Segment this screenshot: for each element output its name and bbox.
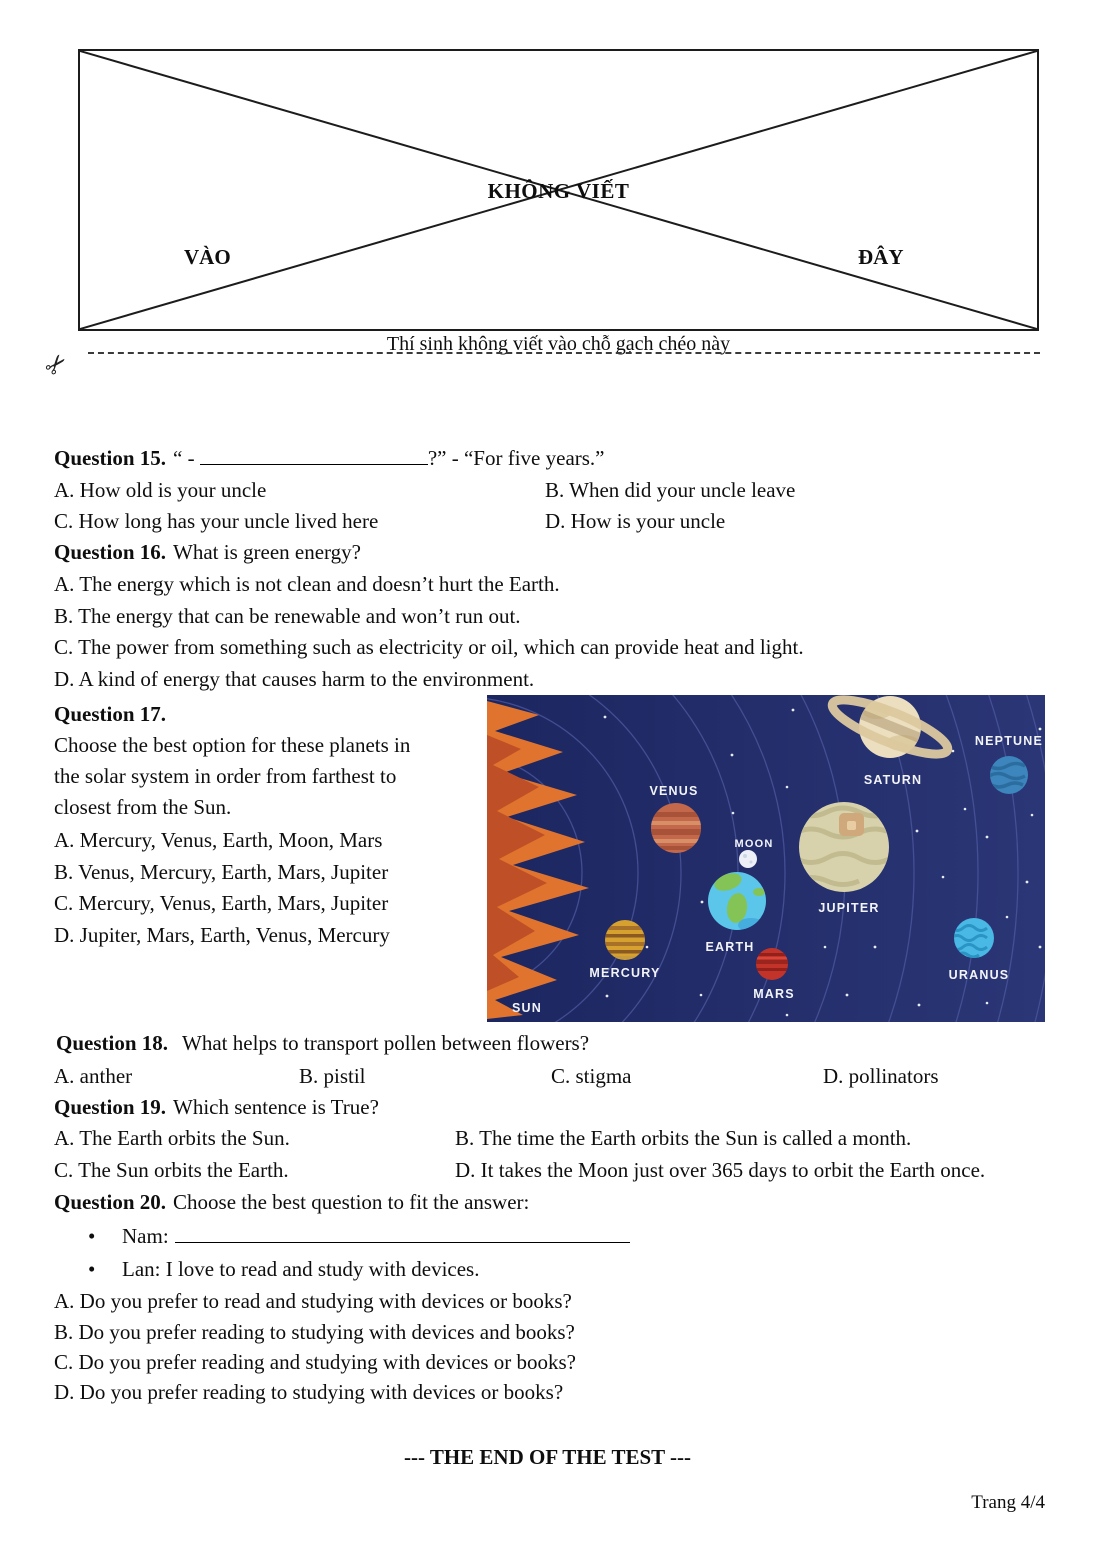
q15-options-row2 [0,508,1095,535]
q20-option-b: B. Do you prefer reading to studying with devices and books? [54,1320,575,1344]
neptune-label: NEPTUNE [974,734,1044,748]
moon-illustration [739,850,757,868]
q18-options-row [0,1063,1095,1090]
q19-stem-text: Which sentence is True? [173,1095,379,1119]
q19-options-row1 [0,1125,1095,1152]
q18-option-b: B. pistil [299,1064,366,1088]
q17-option-c: C. Mercury, Venus, Earth, Mars, Jupiter [54,891,389,915]
earth-label: EARTH [705,940,755,954]
q19-option-c: C. The Sun orbits the Earth. [54,1158,289,1182]
q20-option-d: D. Do you prefer reading to studying with devices or books? [54,1380,564,1404]
q16-stem [0,539,1095,566]
saturn-label: SATURN [863,773,923,787]
q15-option-d: D. How is your uncle [545,509,726,533]
no-write-box [78,49,1039,355]
q16-option-b: B. The energy that can be renewable and won’t run out. [54,604,521,628]
mars-label: MARS [753,987,795,1001]
end-of-test-text: --- THE END OF THE TEST --- [403,1445,692,1469]
q15-label: Question 15. [54,446,167,470]
q15-answer-blank [200,447,428,465]
q15-stem-open: “ - [173,446,200,470]
q19-stem [0,1094,1095,1121]
no-write-title: KHÔNG VIẾT [487,179,630,203]
q20-lan-text: Lan: I love to read and study with devices. [122,1257,480,1281]
q16-option-c: C. The power from something such as electricity or oil, which can provide heat and light. [54,635,804,659]
page-number: Trang 4/4 [971,1492,1045,1513]
q18-option-c: C. stigma [551,1064,632,1088]
uranus-label: URANUS [948,968,1010,982]
q16-option-d: D. A kind of energy that causes harm to the environment. [54,667,535,691]
q17-body-line2: the solar system in order from farthest to [54,764,397,788]
q15-option-b: B. When did your uncle leave [545,478,796,502]
q20-label: Question 20. [54,1190,167,1214]
q19-option-d: D. It takes the Moon just over 365 days to orbit the Earth once. [455,1158,986,1182]
q15-stem-close: ?” - “For five years.” [427,446,605,470]
q19-options-row2 [0,1157,1095,1184]
q20-bullet-lan [0,1256,1095,1283]
q19-option-b: B. The time the Earth orbits the Sun is called a month. [455,1126,912,1150]
solar-system-image [487,695,1045,1022]
q17-option-d: D. Jupiter, Mars, Earth, Venus, Mercury [54,923,390,947]
q18-option-d: D. pollinators [823,1064,939,1088]
q16-label: Question 16. [54,540,167,564]
mercury-label: MERCURY [589,966,661,980]
q20-answer-blank [175,1225,630,1243]
q17-body-line1: Choose the best option for these planets in [54,733,411,757]
scissors-icon: ✂ [38,347,75,383]
q19-option-a: A. The Earth orbits the Sun. [54,1126,290,1150]
q18-stem [0,1030,1095,1057]
bullet-icon: • [88,1257,96,1281]
cut-dashed-line [88,352,1040,354]
q15-option-c: C. How long has your uncle lived here [54,509,379,533]
q18-stem-text: What helps to transport pollen between flowers? [182,1031,590,1055]
q15-option-a: A. How old is your uncle [54,478,267,502]
q16-option-a: A. The energy which is not clean and doesn’t hurt the Earth. [54,572,560,596]
no-write-right: ĐÂY [858,245,904,269]
q20-stem-text: Choose the best question to fit the answer: [173,1190,530,1214]
q19-label: Question 19. [54,1095,167,1119]
q17-body-line3: closest from the Sun. [54,795,232,819]
q18-label: Question 18. [56,1031,169,1055]
moon-label: MOON [734,838,774,850]
q17-label: Question 17. [54,702,167,726]
q20-option-c: C. Do you prefer reading and studying with devices or books? [54,1350,576,1374]
q20-nam-label: Nam: [122,1224,169,1248]
jupiter-label: JUPITER [818,901,880,915]
q16-stem-text: What is green energy? [173,540,361,564]
q20-option-a: A. Do you prefer to read and studying with devices or books? [54,1289,572,1313]
q15-options-row1 [0,477,1095,504]
q20-bullet-nam [0,1223,1095,1250]
no-write-note: Thí sinh không viết vào chỗ gạch chéo này [386,333,731,355]
q18-option-a: A. anther [54,1064,133,1088]
sun-label: SUN [512,1001,542,1015]
q17-option-a: A. Mercury, Venus, Earth, Moon, Mars [54,828,383,852]
q15-stem [0,445,1095,472]
venus-label: VENUS [649,784,699,798]
q20-stem [0,1189,1095,1216]
no-write-left: VÀO [184,245,231,269]
q17-option-b: B. Venus, Mercury, Earth, Mars, Jupiter [54,860,389,884]
bullet-icon: • [88,1224,96,1248]
